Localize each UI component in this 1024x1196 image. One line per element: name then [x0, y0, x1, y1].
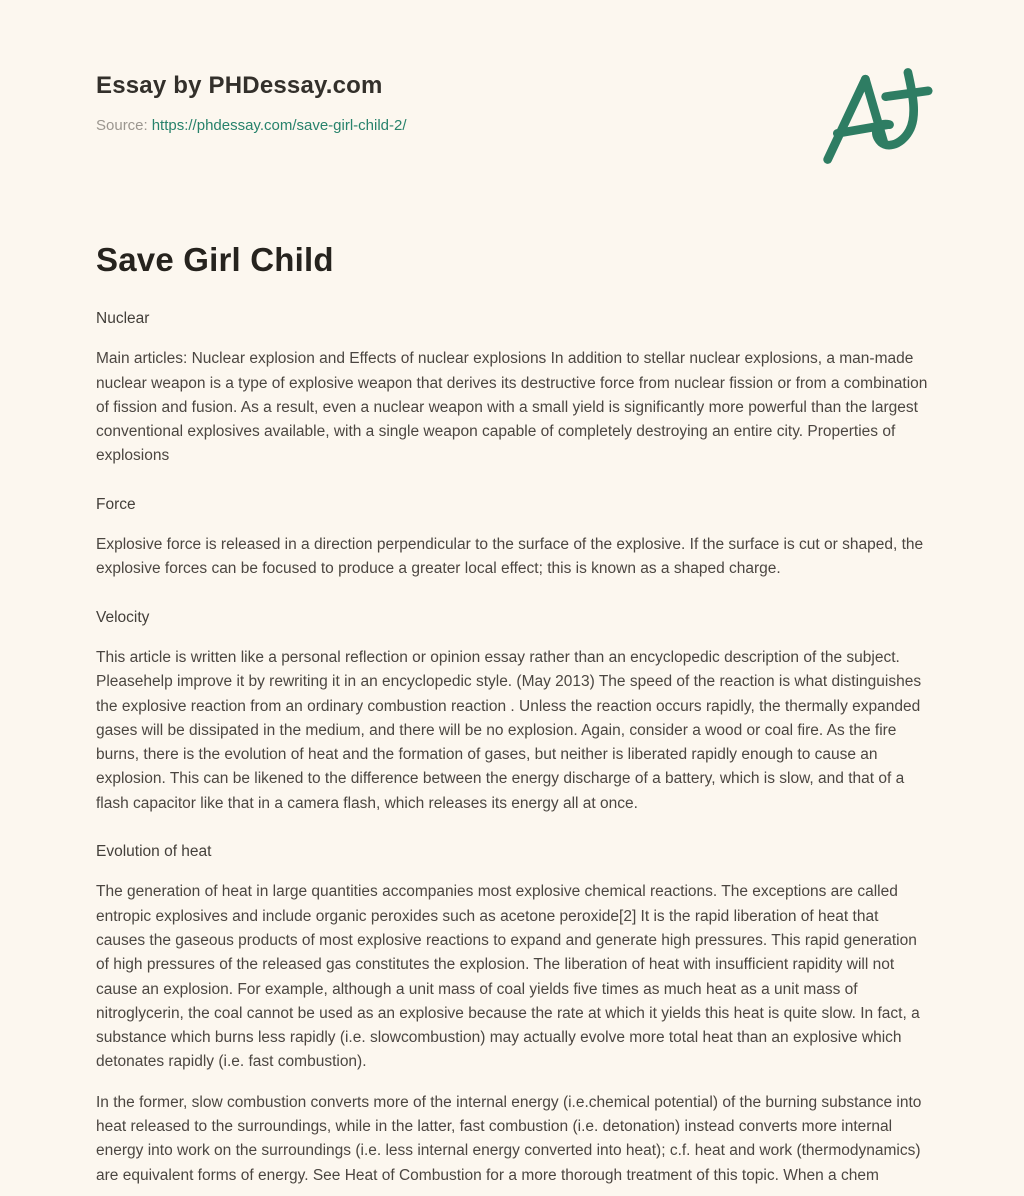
aplus-logo-icon: [818, 64, 934, 171]
section-heading: Force: [96, 495, 136, 513]
source-url-link[interactable]: https://phdessay.com/save-girl-child-2/: [151, 117, 407, 134]
section-force: [96, 493, 928, 582]
paragraph: Main articles: Nuclear explosion and Effects of nuclear explosions In addition to stellar nuclear explosions, a man-made nuclear weapon is a type of explosive weapon that derives its destructive force from nuclear fission or from a combination of fission and fusion. As a result, even a nuclear weapon with a small yield is significantly more powerful than the largest conventional explosives available, with a single weapon capable of completely destroying an entire city. Properties of explosions: [96, 350, 928, 465]
source-line: [96, 117, 407, 134]
paragraph: Explosive force is released in a direction perpendicular to the surface of the explosive. If the surface is cut or shaped, the explosive forces can be focused to produce a greater local effect; this is known as a shaped charge.: [96, 536, 924, 578]
page-header: [96, 0, 928, 171]
site-title: Essay by PHDessay.com: [96, 72, 383, 99]
article-title: Save Girl Child: [96, 241, 334, 278]
header-text-block: [96, 72, 407, 134]
section-evolution-of-heat: [96, 840, 928, 1188]
paragraph: The generation of heat in large quantities accompanies most explosive chemical reactions. The exceptions are called entropic explosives and include organic peroxides such as acetone peroxide[2] It is the rapid liberation of heat that causes the gaseous products of most explosive reactions to expand and generate high pressures. This rapid generation of high pressures of the released gas constitutes the explosion. The liberation of heat with insufficient rapidity will not cause an explosion. For example, although a unit mass of coal yields five times as much heat as a unit mass of nitroglycerin, the coal cannot be used as an explosive because the rate at which it yields this heat is quite slow. In fact, a substance which burns less rapidly (i.e. slowcombustion) may actually evolve more total heat than an explosive which detonates rapidly (i.e. fast combustion).: [96, 883, 920, 1071]
paragraph: This article is written like a personal reflection or opinion essay rather than an encyclopedic description of the subject. Pleasehelp improve it by rewriting it in an encyclopedic style. (May 2013) The speed of the reaction is what distinguishes the explosive reaction from an ordinary combustion reaction . Unless the reaction occurs rapidly, the thermally expanded gases will be dissipated in the medium, and there will be no explosion. Again, consider a wood or coal fire. As the fire burns, there is the evolution of heat and the formation of gases, but neither is liberated rapidly enough to cause an explosion. This can be likened to the difference between the energy discharge of a battery, which is slow, and that of a flash capacitor like that in a camera flash, which releases its energy all at once.: [96, 648, 922, 812]
section-heading: Nuclear: [96, 310, 150, 327]
source-label: Source:: [96, 117, 148, 134]
section-heading: Velocity: [96, 608, 150, 626]
section-heading: Evolution of heat: [96, 843, 212, 861]
section-nuclear: [96, 307, 928, 469]
paragraph: In the former, slow combustion converts more of the internal energy (i.e.chemical potential) of the burning substance into heat released to the surroundings, while in the latter, fast combustion (i.e. detonation) instead converts more internal energy into work on the surroundings (i.e. less internal energy converted into heat); c.f. heat and work (thermodynamics) are equivalent forms of energy. See Heat of Combustion for a more thorough treatment of this topic. When a chem: [96, 1093, 922, 1184]
section-velocity: [96, 606, 928, 816]
article-body: [96, 307, 928, 1188]
